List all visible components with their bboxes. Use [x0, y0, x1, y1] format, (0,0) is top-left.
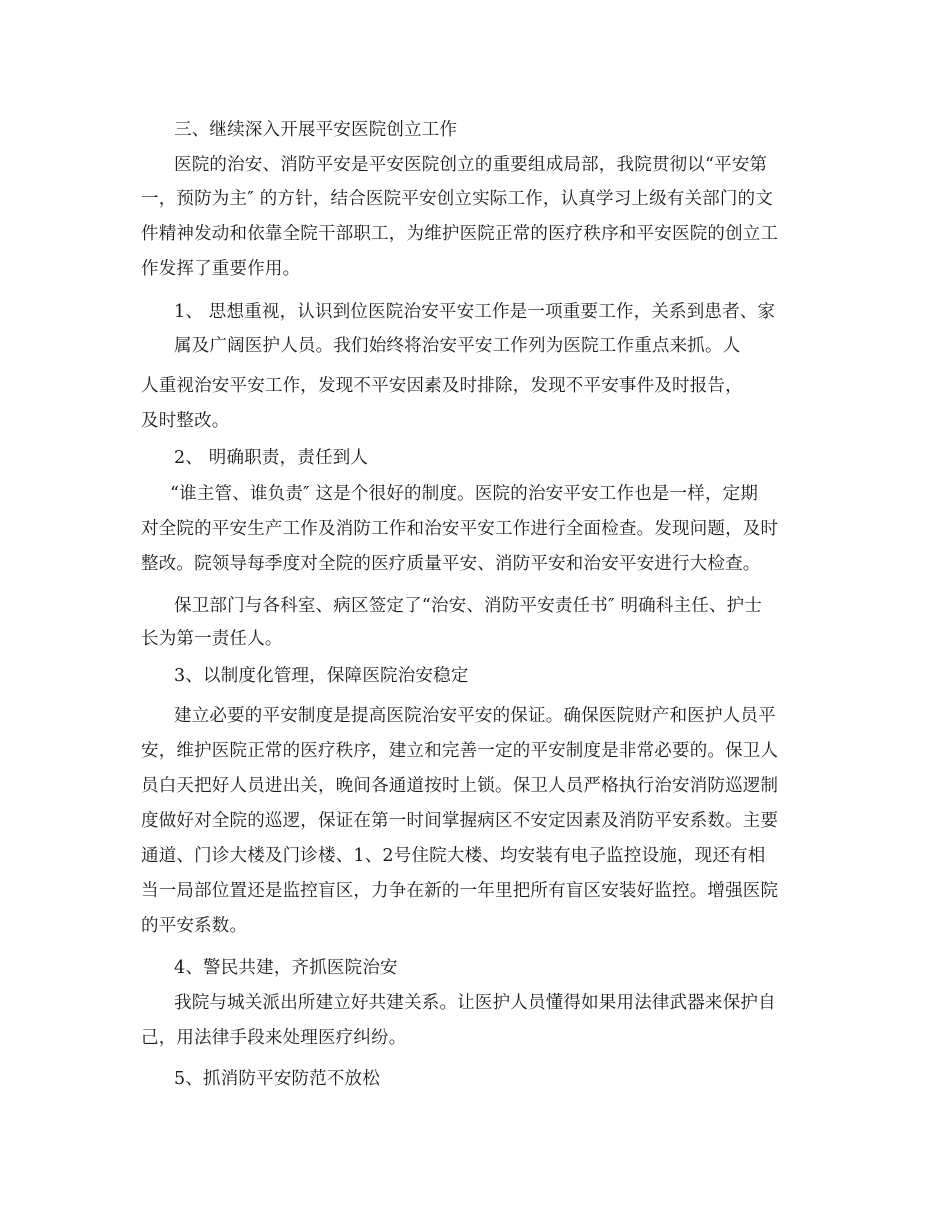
paragraph-line: 安，维护医院正常的医疗秩序，建立和完善一定的平安制度是非常必要的。保卫人	[141, 741, 779, 761]
subheading-line: 1、 思想重视，认识到位医院治安平安工作是一项重要工作，关系到患者、家	[174, 302, 776, 322]
paragraph-line: 及时整改。	[141, 411, 230, 431]
paragraph-line: 通道、门诊大楼及门诊楼、1、2号住院大楼、均安装有电子监控设施，现还有相	[141, 846, 766, 866]
paragraph-line: 己，用法律手段来处理医疗纠纷。	[141, 1028, 407, 1048]
section-heading: 三、继续深入开展平安医院创立工作	[174, 120, 458, 140]
paragraph-line: 整改。院领导每季度对全院的医疗质量平安、消防平安和治安平安进行大检查。	[141, 554, 761, 574]
paragraph-line: 我院与城关派出所建立好共建关系。让医护人员懂得如果用法律武器来保护自	[174, 993, 776, 1013]
paragraph-line: 件精神发动和依靠全院干部职工，为维护医院正常的医疗秩序和平安医院的创立工	[141, 224, 779, 244]
paragraph-line: 人重视治安平安工作，发现不平安因素及时排除，发现不平安事件及时报告，	[141, 376, 743, 396]
paragraph-line: 医院的治安、消防平安是平安医院创立的重要组成局部，我院贯彻以“平安第	[174, 155, 768, 175]
paragraph-line: 长为第一责任人。	[141, 629, 283, 649]
paragraph-line: 员白天把好人员进出关，晚间各通道按时上锁。保卫人员严格执行治安消防巡逻制	[141, 776, 779, 796]
paragraph-line: 作发挥了重要作用。	[141, 259, 301, 279]
paragraph-line: 一，预防为主″ 的方针，结合医院平安创立实际工作，认真学习上级有关部门的文	[141, 189, 773, 209]
paragraph-line: “谁主管、谁负责″ 这是个很好的制度。医院的治安平安工作也是一样，定期	[170, 484, 759, 504]
subheading-line: 2、 明确职责，责任到人	[174, 448, 369, 468]
paragraph-line: 当一局部位置还是监控盲区，力争在新的一年里把所有盲区安装好监控。增强医院	[141, 881, 779, 901]
subheading-line: 5、抓消防平安防范不放松	[174, 1069, 381, 1089]
paragraph-line: 的平安系数。	[141, 916, 248, 936]
paragraph-line: 属及广阔医护人员。我们始终将治安平安工作列为医院工作重点来抓。人	[174, 336, 741, 356]
paragraph-line: 建立必要的平安制度是提高医院治安平安的保证。确保医院财产和医护人员平	[174, 706, 776, 726]
subheading-line: 4、警民共建，齐抓医院治安	[174, 958, 398, 978]
paragraph-line: 度做好对全院的巡逻，保证在第一时间掌握病区不安定因素及消防平安系数。主要	[141, 811, 779, 831]
paragraph-line: 对全院的平安生产工作及消防工作和治安平安工作进行全面检查。发现问题，及时	[141, 519, 779, 539]
paragraph-line: 保卫部门与各科室、病区签定了“治安、消防平安责任书″ 明确科主任、护士	[174, 596, 763, 616]
subheading-line: 3、以制度化管理，保障医院治安稳定	[174, 666, 469, 686]
